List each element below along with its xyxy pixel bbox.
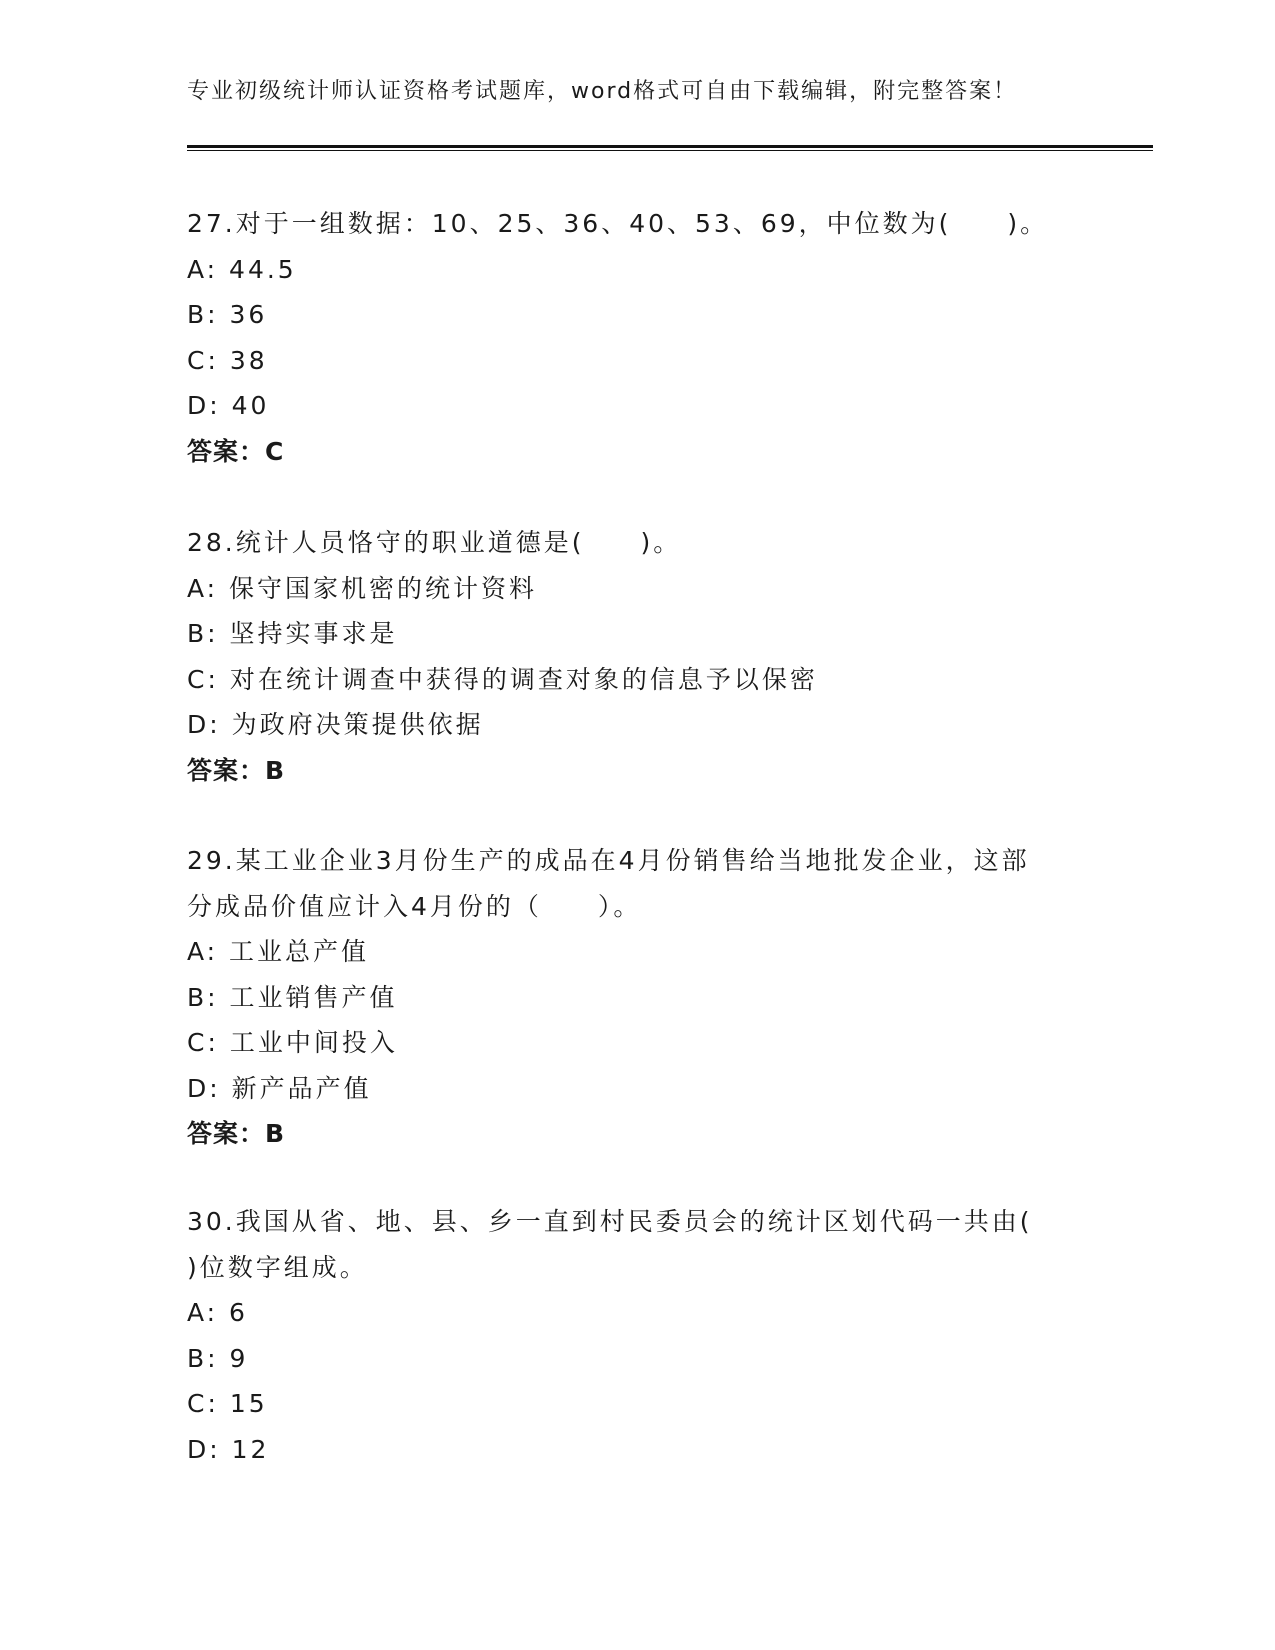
answer: 答案：B (187, 1119, 286, 1148)
option-b: B: 坚持实事求是 (187, 619, 398, 648)
question-28 (187, 520, 1087, 793)
header-divider-thick (187, 145, 1153, 148)
header-divider-thin (187, 150, 1153, 151)
option-b: B: 9 (187, 1343, 249, 1373)
question-27 (187, 201, 1087, 474)
option-c: C: 38 (187, 345, 268, 375)
page-header: 专业初级统计师认证资格考试题库，word格式可自由下载编辑，附完整答案！ (187, 79, 1018, 104)
question-stem: 27.对于一组数据：10、25、36、40、53、69，中位数为( )。 (187, 209, 1049, 238)
answer: 答案：C (187, 436, 285, 466)
question-stem: 28.统计人员恪守的职业道德是( )。 (187, 528, 682, 557)
option-c: C: 对在统计调查中获得的调查对象的信息予以保密 (187, 664, 818, 694)
question-30 (187, 1199, 1087, 1472)
option-a: A: 6 (187, 1298, 248, 1327)
option-d: D: 为政府决策提供依据 (187, 710, 484, 739)
option-a: A: 44.5 (187, 254, 297, 284)
question-stem: 30.我国从省、地、县、乡一直到村民委员会的统计区划代码一共由( (187, 1207, 1033, 1236)
option-b: B: 36 (187, 300, 268, 329)
option-b: B: 工业销售产值 (187, 982, 398, 1012)
option-a: A: 工业总产值 (187, 937, 370, 966)
question-stem-continued: 分成品价值应计入4月份的（ ）。 (187, 891, 642, 921)
option-c: C: 工业中间投入 (187, 1028, 398, 1057)
answer: 答案：B (187, 755, 286, 785)
option-c: C: 15 (187, 1389, 268, 1418)
question-stem-continued: )位数字组成。 (187, 1252, 368, 1282)
option-d: D: 新产品产值 (187, 1073, 372, 1103)
option-d: D: 12 (187, 1434, 270, 1464)
question-stem: 29.某工业企业3月份生产的成品在4月份销售给当地批发企业，这部 (187, 846, 1030, 875)
question-29 (187, 838, 1087, 1157)
option-d: D: 40 (187, 391, 270, 420)
option-a: A: 保守国家机密的统计资料 (187, 573, 538, 603)
